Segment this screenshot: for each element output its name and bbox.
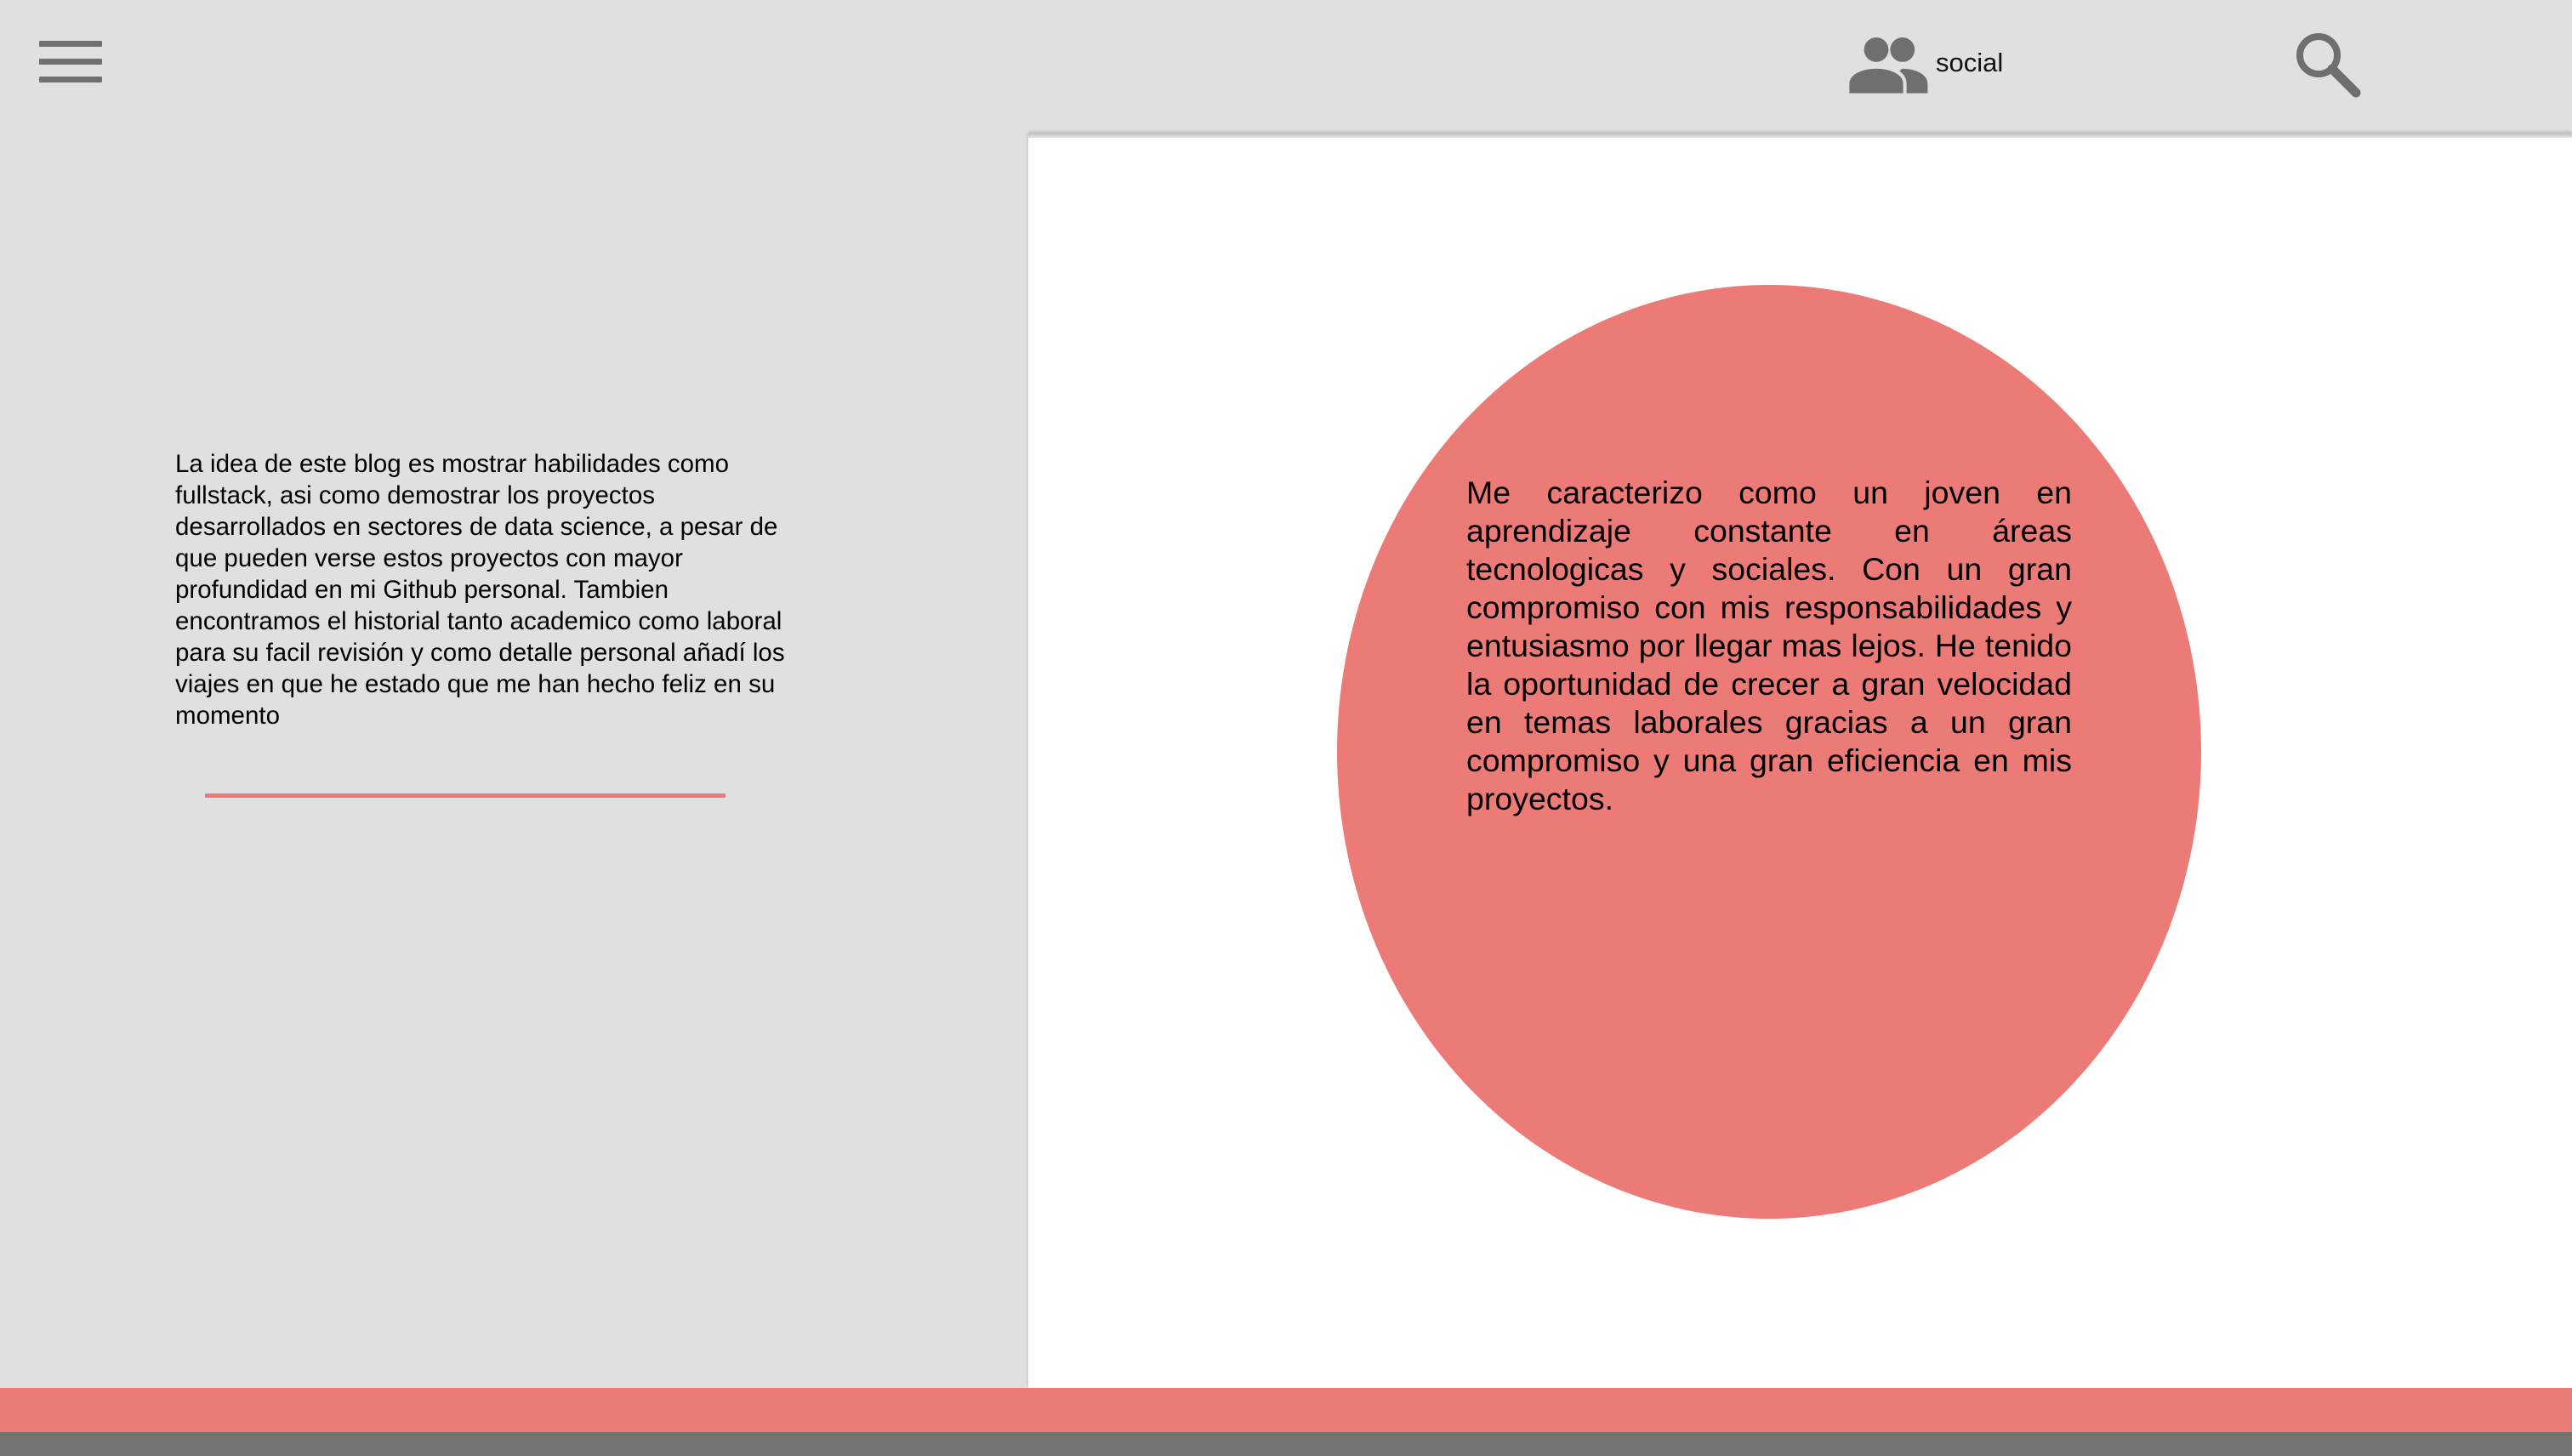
- social-label: social: [1936, 48, 2004, 77]
- social-link[interactable]: [1847, 34, 2003, 95]
- intro-paragraph: La idea de este blog es mostrar habilidades como fullstack, asi como demostrar los proyectos desarrollados en sectores de data science, a pesar de que pueden verse estos proyectos con mayor profundidad en mi Github personal. Tambien encontramos el historial tanto academico como laboral para su facil revisión y como detalle personal añadí los viajes en que he estado que me han hecho feliz en su momento: [175, 450, 785, 730]
- people-group-icon: [1847, 34, 1929, 95]
- footer-dark-bar: [0, 1432, 2572, 1456]
- search-icon[interactable]: [2292, 29, 2362, 99]
- menu-bar: [39, 59, 102, 65]
- menu-bar: [39, 41, 102, 47]
- menu-bar: [39, 77, 102, 82]
- hamburger-menu-icon[interactable]: [39, 41, 102, 83]
- profile-description: Me caracterizo como un joven en aprendizaje constante en áreas tecnologicas y sociales. Con un gran compromiso con mis responsabilidades y entusiasmo por llegar mas lejos. He tenido la oportunidad de crecer a gran velocidad en temas laborales gracias a un gran compromiso y una gran eficiencia en mis proyectos.: [1466, 475, 2072, 816]
- footer-accent-bar: [0, 1388, 2572, 1432]
- accent-divider: [205, 793, 726, 798]
- header-shadow: [1028, 133, 2572, 138]
